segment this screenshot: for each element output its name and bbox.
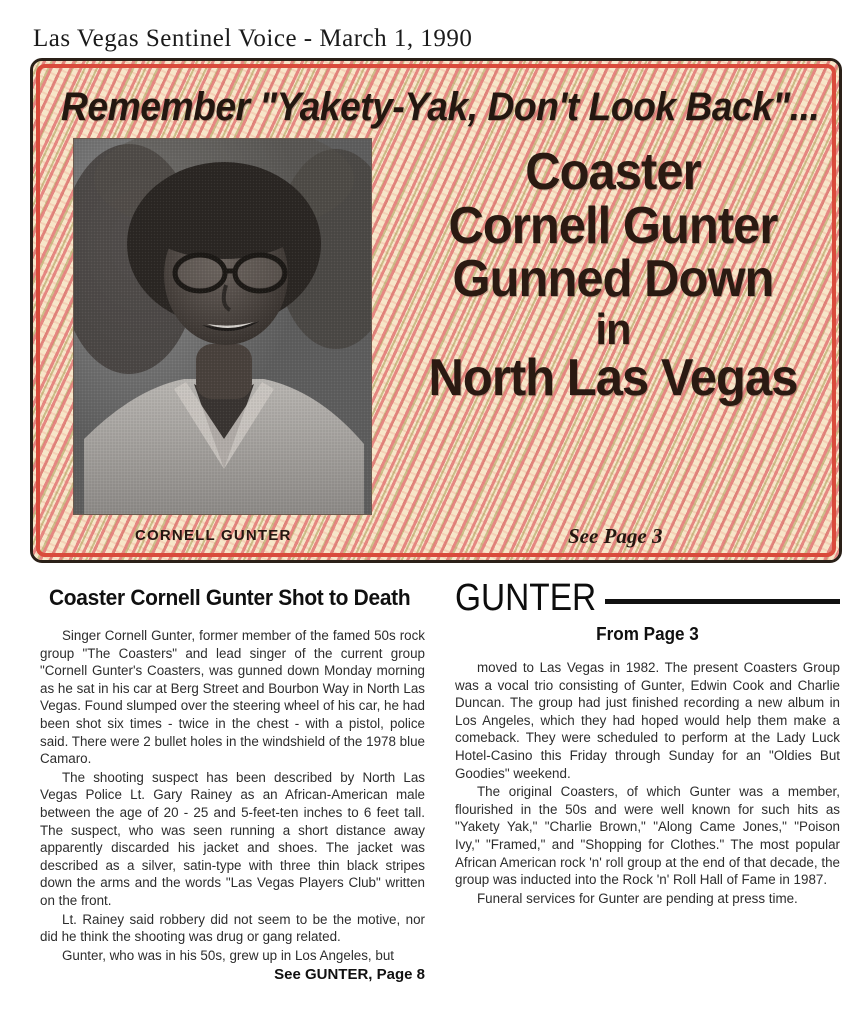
headline-line-2: Cornell Gunter (448, 196, 778, 255)
cornell-gunter-photo (73, 138, 372, 515)
from-page-label: From Page 3 (596, 624, 699, 644)
left-column-headline: Coaster Cornell Gunter Shot to Death (49, 585, 411, 610)
paragraph: The original Coasters, of which Gunter was a member, flourished in the 50s and were well known for such hits as "Yakety Yak," "Charlie Brown," "Along Came Jones," "Poison Ivy," "Framed," and "Shopping for Clothes." The most popular African American rock 'n' roll group at the end of that decade, the group was inducted into the Rock 'n' Roll Hall of Fame in 1987. (455, 784, 840, 888)
continuation-jump-line: See GUNTER, Page 8 (274, 966, 425, 984)
photo-halftone-graphic (74, 139, 371, 514)
right-column-body (455, 659, 840, 907)
paragraph: Singer Cornell Gunter, former member of the famed 50s rock group "The Coasters" and lead singer of the current group "Cornell Gunter's Coasters, was gunned down Monday morning as he sat in his car at Berg Street and Bourbon Way in North Las Vegas. Found slumped over the steering wheel of his car, he had been shot six times - twice in the chest - with a pistol, police said. There were 2 bullet holes in the windshield of the 1978 blue Camaro. (40, 628, 425, 767)
front-page-promo-box (30, 58, 842, 563)
story-column-left (40, 585, 425, 983)
see-page-reference: See Page 3 (568, 524, 663, 548)
promo-kicker-headline: Remember "Yakety-Yak, Don't Look Back"... (61, 85, 820, 129)
source-attribution-line: Las Vegas Sentinel Voice - March 1, 1990 (33, 25, 473, 52)
headline-line-3: Gunned Down (452, 250, 774, 309)
left-column-body (40, 627, 425, 964)
headline-line-5: North Las Vegas (428, 348, 798, 407)
story-columns (40, 577, 840, 1010)
photo-caption: CORNELL GUNTER (135, 527, 292, 544)
headline-line-1: Coaster (525, 143, 701, 201)
paragraph: Lt. Rainey said robbery did not seem to be the motive, nor did he think the shooting was drug or gang related. (40, 911, 425, 945)
jump-headline-row (455, 577, 840, 620)
jump-headline: GUNTER (455, 577, 597, 619)
headline-line-4: in (595, 304, 631, 354)
promo-main-headline (393, 143, 833, 407)
story-column-right (455, 577, 840, 907)
paragraph: Gunter, who was in his 50s, grew up in Los Angeles, but (62, 947, 394, 963)
jump-headline-rule (605, 599, 840, 604)
paragraph: moved to Las Vegas in 1982. The present Coasters Group was a vocal trio consisting of Gunter, Edwin Cook and Charlie Duncan. The group had just finished recording a new album in Los Angeles, which they had hoped would help them make a comeback. They were scheduled to perform at the Lady Luck Hotel-Casino this Friday through Sunday for an "Oldies But Goodies" weekend. (455, 660, 840, 781)
paragraph: The shooting suspect has been described by North Las Vegas Police Lt. Gary Rainey as an African-American male between the age of 20 - 25 and 5-feet-ten inches to 6 feet tall. The suspect, who was seen running a short distance away apparently discarded his jacket and shoes. The jacket was described as a silver, satin-type with three thin black stripes down the arms and the words "Las Vegas Players Club" written on the front. (40, 769, 425, 908)
paragraph: Funeral services for Gunter are pending at press time. (477, 890, 798, 906)
